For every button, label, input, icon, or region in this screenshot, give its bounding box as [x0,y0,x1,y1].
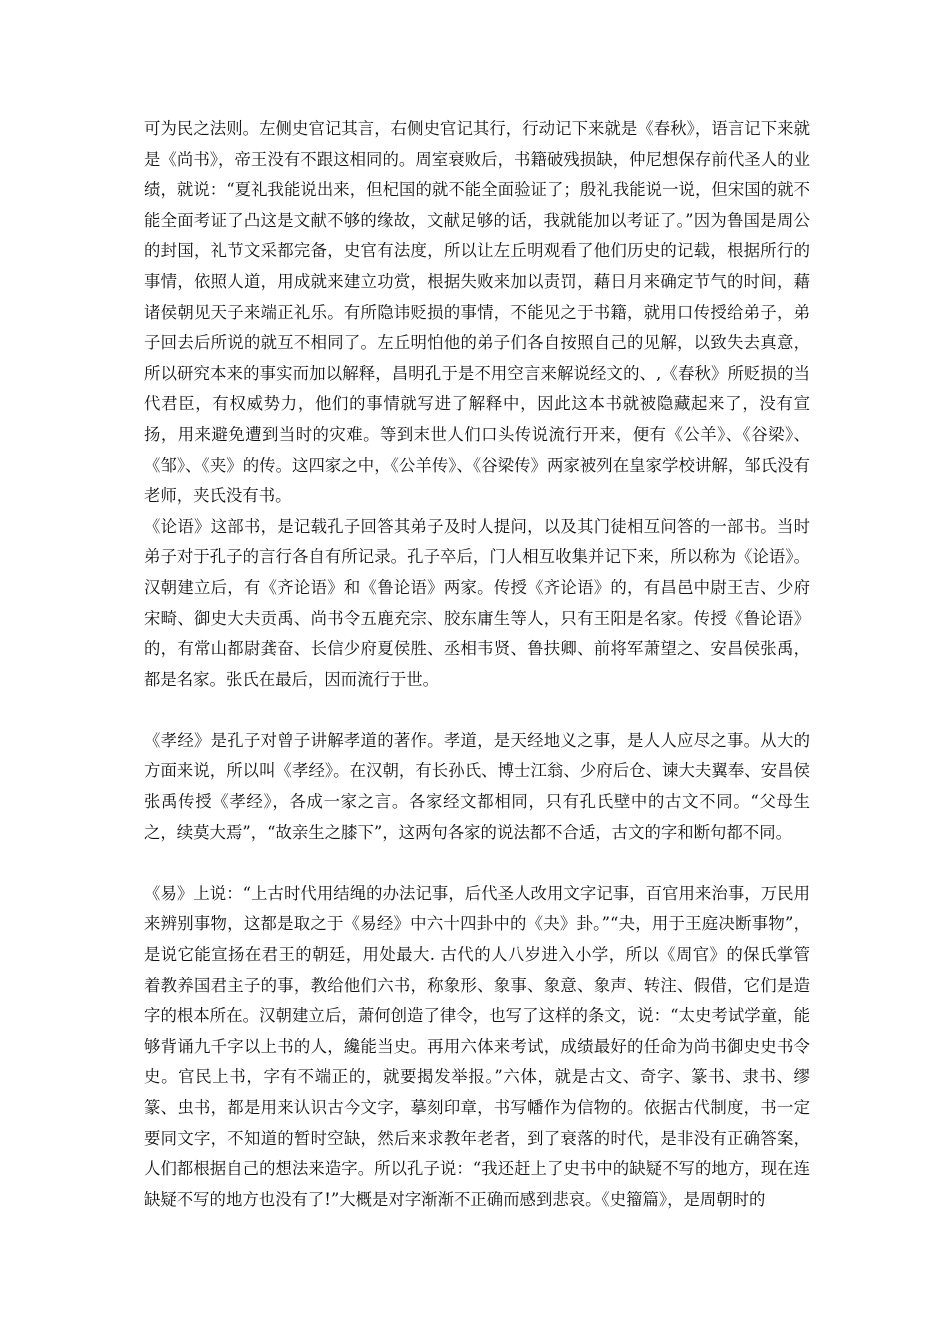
paragraph-xiaojing: 《孝经》是孔子对曾子讲解孝道的著作。孝道，是天经地义之事，是人人应尽之事。从大的方面来说，所以叫《孝经》。在汉朝，有长孙氏、博士江翁、少府后仓、谏大夫翼奉、安昌侯张禹传授《孝经》，各成一家之言。各家经文都相同，只有孔氏壁中的古文不同。“父母生之，续莫大焉”，“故亲生之膝下”，这两句各家的说法都不合适，古文的字和断句都不同。 [144,730,810,842]
document-body [144,114,810,1215]
paragraph-yi: 《易》上说：“上古时代用结绳的办法记事，后代圣人改用文字记事，百官用来治事，万民用来辨别事物，这都是取之于《易经》中六十四卦中的《夬》卦。”“夬，用于王庭决断事物”，是说它能宣扬在君王的朝廷，用处最大. 古代的人八岁进入小学，所以《周官》的保氏掌管着教养国君主子的事，教给他们六书，称象形、象事、象意、象声、转注、假借，它们是造字的根本所在。汉朝建立后，萧何创造了律令，也写了这样的条文，说：“太史考试学童，能够背诵九千字以上书的人，纔能当史。再用六体来考试，成绩最好的任命为尚书御史史书令史。官民上书，字有不端正的，就要揭发举报。”六体，就是古文、奇字、篆书、隶书、缪篆、虫书，都是用来认识古今文字，摹刻印章，书写幡作为信物的。依据古代制度，书一定要同文字，不知道的暂时空缺，然后来求教年老者，到了衰落的时代，是非没有正确答案，人们都根据自己的想法来造字。所以孔子说：“我还赶上了史书中的缺疑不写的地方，现在连缺疑不写的地方也没有了!”大概是对字渐渐不正确而感到悲哀。《史籀篇》，是周朝时的 [144,883,810,1209]
paragraph-chunqiu: 可为民之法则。左侧史官记其言，右侧史官记其行，行动记下来就是《春秋》，语言记下来就是《尚书》，帝王没有不跟这相同的。周室衰败后，书籍破残损缺，仲尼想保存前代圣人的业绩，就说：“夏礼我能说出来，但杞国的就不能全面验证了；殷礼我能说一说，但宋国的就不能全面考证了凸这是文献不够的缘故，文献足够的话，我就能加以考证了。”因为鲁国是周公的封国，礼节文采都完备，史官有法度，所以让左丘明观看了他们历史的记载，根据所行的事情，依照人道，用成就来建立功赏，根据失败来加以责罚，藉日月来确定节气的时间，藉诸侯朝见天子来端正礼乐。有所隐讳贬损的事情，不能见之于书籍，就用口传授给弟子，弟子回去后所说的就互不相同了。左丘明怕他的弟子们各自按照自己的见解，以致失去真意，所以研究本来的事实而加以解释，昌明孔于是不用空言来解说经文的、,《春秋》所贬损的当代君臣，有权威势力，他们的事情就写进了解释中，因此这本书就被隐藏起来了，没有宣扬，用来避免遭到当时的灾难。等到末世人们口头传说流行开来，便有《公羊》、《谷梁》、《邹》、《夹》的传。这四家之中，《公羊传》、《谷梁传》两家被列在皇家学校讲解，邹氏没有老师，夹氏没有书。 [144,119,810,506]
paragraph-lunyu: 《论语》这部书，是记载孔子回答其弟子及时人提问，以及其门徒相互问答的一部书。当时弟子对于孔子的言行各自有所记录。孔子卒后，门人相互收集并记下来，所以称为《论语》。汉朝建立后，有《齐论语》和《鲁论语》两家。传授《齐论语》的，有昌邑中尉王吉、少府宋畸、御史大夫贡禹、尚书令五鹿充宗、胶东庸生等人，只有王阳是名家。传授《鲁论语》的，有常山都尉龚奋、长信少府夏侯胜、丞相韦贤、鲁扶卿、前将军萧望之、安昌侯张禹，都是名家。张氏在最后，因而流行于世。 [144,516,810,689]
